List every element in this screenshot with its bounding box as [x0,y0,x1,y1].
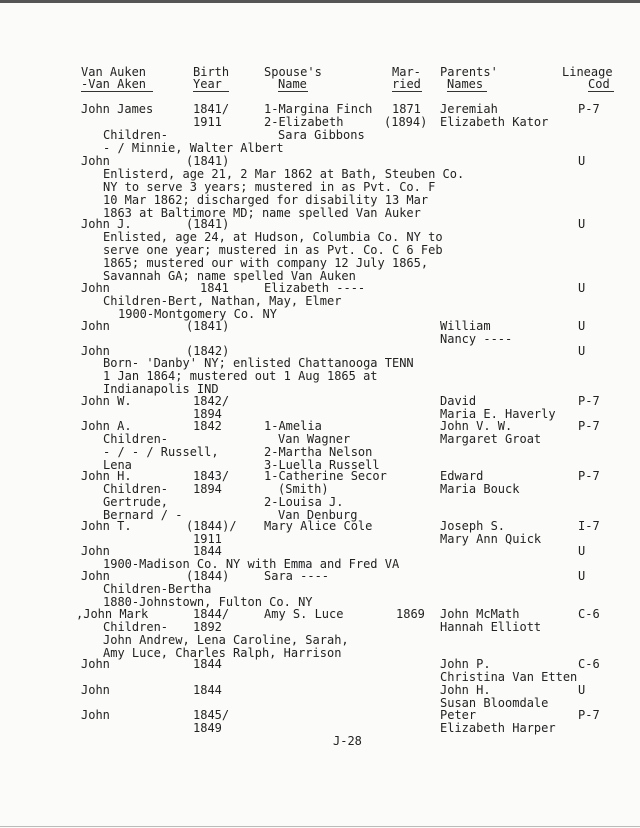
record-text: 1863 at Baltimore MD; name spelled Van Auker [103,206,421,220]
record-text: John [81,708,110,722]
record-text: Van Wagner [278,432,351,446]
record-text: C-6 [578,607,600,621]
record-text: Indianapolis IND [103,382,219,396]
record-text: Elizabeth Kator [440,115,549,129]
record-text: U [578,217,586,231]
record-text: 1841/ [193,102,230,116]
record-text: David [440,394,477,408]
record-text: John Andrew, Lena Caroline, Sarah, [103,633,349,647]
record-text: U [578,569,586,583]
record-text: John [81,544,110,558]
record-text: P-7 [578,469,600,483]
header-surname-underline [81,91,153,92]
record-text: Savannah GA; name spelled Van Auken [103,269,356,283]
record-text: (1844) [186,569,230,583]
record-text: Edward [440,469,484,483]
record-text: serve one year; mustered in as Pvt. Co. C 6 Feb [103,243,443,257]
record-text: Mary Ann Quick [440,532,542,546]
record-text: 1-Amelia [264,419,322,433]
record-text: U [578,544,586,558]
record-text: Jeremiah [440,102,498,116]
record-text: 2-Elizabeth [264,115,344,129]
record-text: John H. [440,683,491,697]
record-text: U [578,683,586,697]
record-text: John [81,344,110,358]
record-text: Maria Bouck [440,482,520,496]
record-text: John [81,281,110,295]
record-text: 10 Mar 1862; discharged for disability 13 Mar [103,193,429,207]
record-text: I-7 [578,519,600,533]
record-text: 2-Martha Nelson [264,445,373,459]
header-lineage-underline [588,91,614,92]
record-text: Amy S. Luce [264,607,344,621]
header-married-underline [392,91,422,92]
record-text: 1871 [392,102,421,116]
record-text: Lena [103,458,132,472]
record-text: - / - / Russell, [103,445,219,459]
record-text: 1845/ [193,708,230,722]
record-text: Children- [103,432,169,446]
record-text: John [81,657,110,671]
record-text: John T. [81,519,132,533]
record-text: Hannah Elliott [440,620,542,634]
header-parents-line1: Parents' [440,65,498,79]
record-text: Born- 'Danby' NY; enlisted Chattanooga TENN [103,356,414,370]
record-text: (Smith) [278,482,329,496]
record-text: Peter [440,708,477,722]
record-text: 1844/ [193,607,230,621]
record-text: Van Denburg [278,508,358,522]
record-text: (1841) [186,319,230,333]
record-text: P-7 [578,394,600,408]
record-text: Sara ---- [264,569,330,583]
record-text: William [440,319,491,333]
record-text: (1841) [186,154,230,168]
header-spouse-line2: Name [278,77,307,91]
record-text: Maria E. Haverly [440,407,556,421]
record-text: 1844 [193,683,222,697]
record-text: Joseph S. [440,519,506,533]
record-text: John [81,683,110,697]
record-text: NY to serve 3 years; mustered in as Pvt. Co. F [103,180,436,194]
record-text: John A. [81,419,132,433]
header-parents-underline [447,91,487,92]
record-text: 1-Margina Finch [264,102,373,116]
header-birth-underline [193,91,229,92]
record-text: - / Minnie, Walter Albert [103,141,284,155]
record-text: 1841 [200,281,229,295]
record-text: 1892 [193,620,222,634]
header-married-line2: ried [392,77,421,91]
record-text: Susan Bloomdale [440,696,549,710]
record-text: 1844 [193,544,222,558]
record-text: P-7 [578,102,600,116]
record-text: Children- [103,620,169,634]
record-text: John J. [81,217,132,231]
header-married-line1: Mar- [392,65,421,79]
header-surname-line1: Van Auken [81,65,147,79]
record-text: (1894) [384,115,428,129]
record-text: U [578,154,586,168]
header-surname-line2: -Van Aken [81,77,147,91]
record-text: 1900-Madison Co. NY with Emma and Fred VA [103,557,400,571]
top-border-rule [0,0,640,3]
record-text: 3-Luella Russell [264,458,380,472]
record-text: Margaret Groat [440,432,542,446]
record-text: John James [81,102,154,116]
header-parents-line2: Names [447,77,484,91]
record-text: Gertrude, [103,495,169,509]
record-text: 1894 [193,482,222,496]
record-text: (1842) [186,344,230,358]
record-text: 1911 [193,115,222,129]
record-text: 2-Louisa J. [264,495,344,509]
record-text: 1842/ [193,394,230,408]
record-text: 1849 [193,721,222,735]
header-birth-line2: Year [193,77,222,91]
record-text: Amy Luce, Charles Ralph, Harrison [103,646,342,660]
record-text: (1844)/ [186,519,237,533]
record-text: 1880-Johnstown, Fulton Co. NY [103,595,313,609]
record-text: John [81,319,110,333]
record-text: Children-Bert, Nathan, May, Elmer [103,294,342,308]
record-text: Enlisterd, age 21, 2 Mar 1862 at Bath, Steuben Co. [103,167,465,181]
record-text: U [578,281,586,295]
bottom-edge-rule [0,826,640,827]
record-text: P-7 [578,708,600,722]
record-text: 1869 [396,607,425,621]
record-text: 1842 [193,419,222,433]
record-text: Mary Alice Cole [264,519,373,533]
record-text: (1841) [186,217,230,231]
record-text: U [578,344,586,358]
record-text: Bernard / - [103,508,183,522]
header-spouse-underline [278,91,308,92]
record-text: Children-Bertha [103,582,212,596]
record-text: Elizabeth ---- [264,281,366,295]
record-text: U [578,319,586,333]
header-lineage-line2: Cod [588,77,610,91]
record-text: Children- [103,482,169,496]
record-text: 1-Catherine Secor [264,469,387,483]
record-text: John V. W. [440,419,513,433]
page-number: J-28 [333,734,362,748]
record-text: Elizabeth Harper [440,721,556,735]
record-text: P-7 [578,419,600,433]
record-text: 1 Jan 1864; mustered out 1 Aug 1865 at [103,369,378,383]
record-text: 1900-Montgomery Co. NY [118,307,277,321]
record-text: 1843/ [193,469,230,483]
record-text: John [81,154,110,168]
record-text: 1865; mustered our with company 12 July 1865, [103,256,429,270]
record-text: John P. [440,657,491,671]
record-text: 1894 [193,407,222,421]
record-text: C-6 [578,657,600,671]
header-birth-line1: Birth [193,65,230,79]
record-text: Sara Gibbons [278,128,365,142]
record-text: Enlisted, age 24, at Hudson, Columbia Co. NY to [103,230,443,244]
record-text: Nancy ---- [440,332,513,346]
record-text: Christina Van Etten [440,670,578,684]
record-text: ,John Mark [76,607,149,621]
record-text: John H. [81,469,132,483]
record-text: John McMath [440,607,520,621]
record-text: John [81,569,110,583]
record-text: Children- [103,128,169,142]
header-lineage-line1: Lineage [562,65,613,79]
record-text: 1844 [193,657,222,671]
header-spouse-line1: Spouse's [264,65,322,79]
record-text: John W. [81,394,132,408]
record-text: 1911 [193,532,222,546]
